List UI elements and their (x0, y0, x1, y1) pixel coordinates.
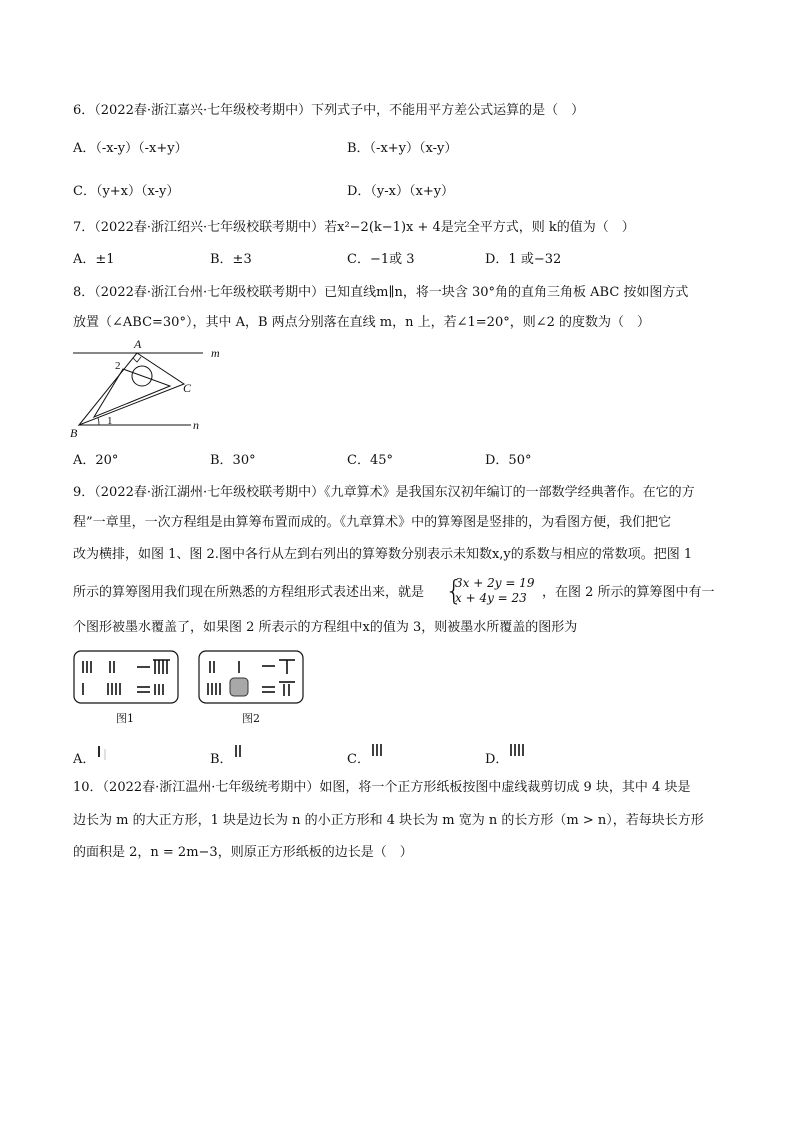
q6-option-a[interactable]: A．（-x-y）（-x+y） (73, 141, 188, 156)
q10-line3: 的面积是 2，n = 2m−3，则原正方形纸板的边长是（ ） (73, 845, 413, 860)
right-angle-mark (133, 357, 141, 362)
q9-line4-pre: 所示的算筹图用我们现在所熟悉的方程组形式表述出来，就是 (73, 585, 425, 600)
q6-option-c[interactable]: C．（y+x）（x-y） (73, 184, 180, 199)
q8-option-b[interactable]: B．30° (210, 453, 256, 468)
q9-figure-1-caption: 图1 (116, 712, 134, 725)
q8-option-d[interactable]: D．50° (485, 453, 532, 468)
system-brace: { (445, 574, 463, 607)
q9-equation-1: 3x + 2y = 19 (455, 576, 535, 590)
q9-equation-2: x + 4y = 23 (455, 591, 527, 605)
q8-stem-line1: 8．（2022春·浙江台州·七年级校联考期中）已知直线m∥n，将一块含 30°角的直角三角板 ABC 按如图方式 (73, 285, 689, 300)
q9-option-a-rods (97, 745, 117, 763)
label-n: n (193, 418, 199, 432)
q8-option-c[interactable]: C．45° (347, 453, 393, 468)
q9-figure-1 (73, 650, 183, 706)
q9-option-a[interactable]: A． (73, 752, 96, 767)
q6-option-b[interactable]: B．（-x+y）（x-y） (347, 141, 458, 156)
q9-line4-post: ，在图 2 所示的算筹图中有一 (542, 585, 715, 600)
q10-line2: 边长为 m 的大正方形，1 块是边长为 n 的小正方形和 4 块长为 m 宽为 n 的长方形（m > n），若每块长方形 (73, 813, 704, 828)
q9-option-c[interactable]: C． (347, 752, 370, 767)
q8-figure (65, 336, 225, 442)
label-b: B (70, 426, 78, 440)
label-c: C (183, 381, 192, 395)
label-angle-1: 1 (107, 415, 113, 427)
q9-line1: 9．（2022春·浙江湖州·七年级校联考期中）《九章算术》是我国东汉初年编订的一部数学经典著作。在它的方 (73, 485, 695, 500)
q9-line3: 改为横排，如图 1、图 2.图中各行从左到右列出的算筹数分别表示未知数x,y的系数与相应的常数项。把图 1 (73, 547, 693, 562)
triangle-abc (79, 353, 184, 425)
q7-option-a[interactable]: A．±1 (73, 252, 115, 267)
q9-line5: 个图形被墨水覆盖了，如果图 2 所表示的方程组中x的值为 3，则被墨水所覆盖的图形为 (73, 620, 578, 635)
q9-line2: 程”一章里，一次方程组是由算筹布置而成的。《九章算术》中的算筹图是竖排的，为看图方便，我们把它 (73, 515, 672, 530)
q6-stem: 6．（2022春·浙江嘉兴·七年级校考期中）下列式子中，不能用平方差公式运算的是（ ） (73, 103, 585, 118)
q9-option-b-rods (234, 744, 246, 760)
q8-stem-line2: 放置（∠ABC=30°），其中 A，B 两点分别落在直线 m，n 上，若∠1=20°，则∠2 的度数为（ ） (73, 315, 651, 330)
q9-option-d-rods (509, 743, 529, 759)
ink-blot (230, 678, 248, 696)
q6-option-d[interactable]: D．（y-x）（x+y） (347, 184, 455, 199)
q7-stem: 7．（2022春·浙江绍兴·七年级校联考期中）若x²−2(k−1)x + 4是完全平方式，则 k的值为（ ） (73, 220, 635, 235)
label-angle-2: 2 (115, 360, 121, 372)
label-a: A (134, 337, 142, 351)
q8-option-a[interactable]: A．20° (73, 453, 119, 468)
q9-option-c-rods (371, 743, 387, 759)
angle-1-arc (98, 418, 99, 425)
q7-option-c[interactable]: C．−1或 3 (347, 252, 415, 267)
q9-option-d[interactable]: D． (485, 752, 509, 767)
label-m: m (211, 346, 220, 360)
q9-figure-2 (198, 650, 308, 706)
q9-option-b[interactable]: B． (210, 752, 233, 767)
q10-line1: 10．（2022春·浙江温州·七年级统考期中）如图，将一个正方形纸板按图中虚线裁剪切成 9 块，其中 4 块是 (73, 780, 691, 795)
q7-option-d[interactable]: D．1 或−32 (485, 252, 562, 267)
q7-option-b[interactable]: B．±3 (210, 252, 252, 267)
q9-figure-2-caption: 图2 (242, 712, 260, 725)
